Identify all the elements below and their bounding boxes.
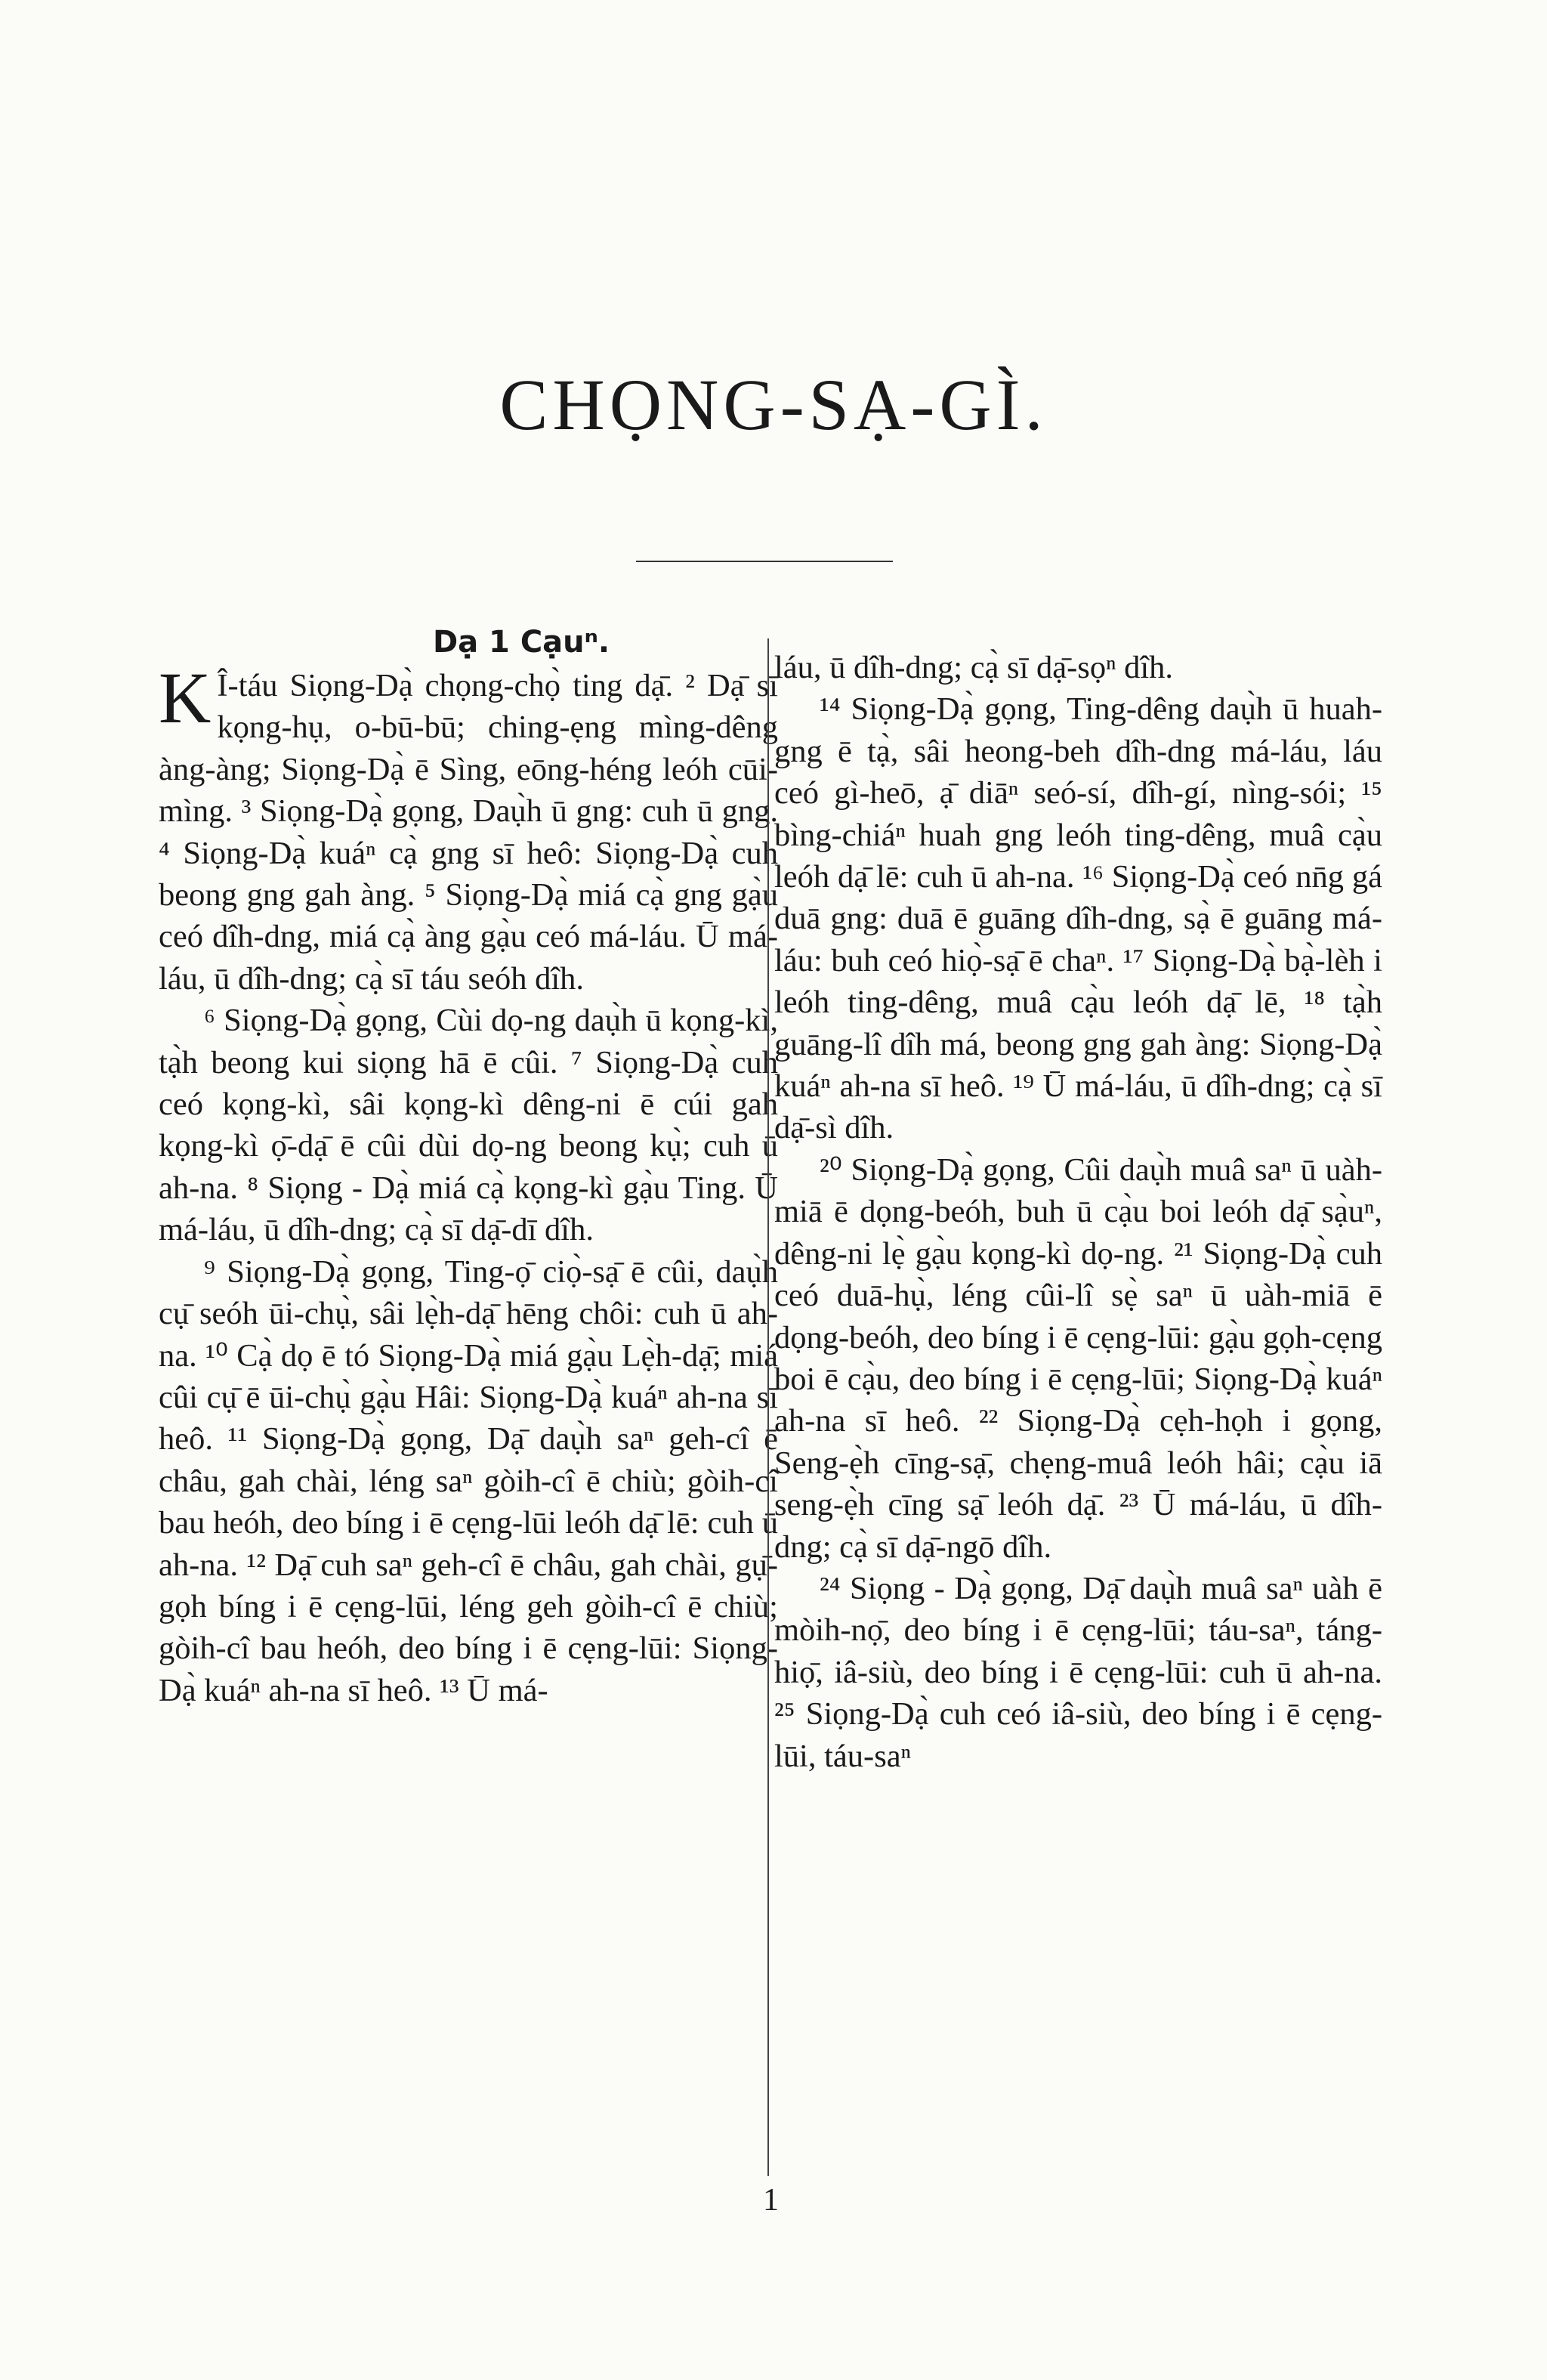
page-number: 1 [763,2183,779,2218]
paragraph: ¹⁴ Siọng-Dạ̀ gọng, Ting-dêng daụ̀h ū huah-gng ē tạ̀, sâi heong-beh dîh-dng má-láu, láu ceó gì-heō, ạ̄ diāⁿ seó-sí, dîh-gí, nìng-sói; ¹⁵ bìng-chiáⁿ huah gng leóh ting-dêng, muâ cạ̀u leóh dạ̄ lē: cuh ū ah-na. ¹⁶ Siọng-Dạ̀ ceó nn̄g gá duā gng: duā ē guāng dîh-dng, sạ̀ ē guāng má-láu: buh ceó hiọ̀-sạ̄ ē chaⁿ. ¹⁷ Siọng-Dạ̀ bạ̀-lèh i leóh ting-dêng, muâ cạ̀u leóh dạ̄ lē, ¹⁸ tạ̀h guāng-lî dîh má, beong gng gah àng: Siọng-Dạ̀ kuáⁿ ah-na sī heô. ¹⁹ Ū má-láu, ū dîh-dng; cạ̀ sī dạ̄-sì dîh. [774,691,1382,1146]
paragraph: ²⁴ Siọng - Dạ̀ gọng, Dạ̄ daụ̀h muâ saⁿ uàh ē mòih-nọ̄, deo bíng i ē cẹng-lūi; táu-saⁿ, táng-hiọ̄, iâ-siù, deo bíng i ē cẹng-lūi: cuh ū ah-na. ²⁵ Siọng-Dạ̀ cuh ceó iâ-siù, deo bíng i ē cẹng-lūi, táu-saⁿ [774,1570,1382,1774]
title-rule [636,561,893,562]
column-divider [767,638,769,2176]
left-column [159,620,778,1711]
page-title: CHỌNG-SẠ-GÌ. [499,364,1048,445]
drop-cap: K [159,657,212,738]
paragraph: láu, ū dîh-dng; cạ̀ sī dạ̄-sọⁿ dîh. [774,650,1174,685]
paragraph [159,657,778,1000]
paragraph: ⁹ Siọng-Dạ̀ gọng, Ting-ọ̄ ciọ̀-sạ̄ ē cûi, daụ̀h cụ̄ seóh ūi-chụ̀, sâi lẹ̀h-dạ̄ hēng chôi: cuh ū ah-na. ¹⁰ Cạ̀ dọ ē tó Siọng-Dạ̀ miá gạ̀u Lẹ̀h-dạ̄; miá cûi cụ̄ ē ūi-chụ̀ gạ̀u Hâi: Siọng-Dạ̀ kuáⁿ ah-na sī heô. ¹¹ Siọng-Dạ̀ gọng, Dạ̄ daụ̀h saⁿ geh-cî ē châu, gah chài, léng saⁿ gòih-cî ē chiù; gòih-cî bau heóh, deo bíng i ē cẹng-lūi leóh dạ̄ lē: cuh ū ah-na. ¹² Dạ̄ cuh saⁿ geh-cî ē châu, gah chài, gụ̄-gọh bíng i ē cẹng-lūi, léng geh gòih-cî ē chiù; gòih-cî bau heóh, deo bíng i ē cẹng-lūi: Siọng-Dạ̀ kuáⁿ ah-na sī heô. ¹³ Ū má- [159,1253,778,1708]
right-column [774,647,1382,1777]
paragraph: ⁶ Siọng-Dạ̀ gọng, Cùi dọ-ng daụ̀h ū kọng-kì, tạ̀h beong kui siọng hā ē cûi. ⁷ Siọng-Dạ̀ cuh ceó kọng-kì, sâi kọng-kì dêng-ni ē cúi gah kọng-kì ọ̄-dạ̄ ē cûi dùi dọ-ng beong kụ̀; cuh ū ah-na. ⁸ Siọng - Dạ̀ miá cạ̀ kọng-kì gạ̀u Ting. Ū má-láu, ū dîh-dng; cạ̀ sī dạ̄-dī dîh. [159,1003,778,1248]
paragraph: ²⁰ Siọng-Dạ̀ gọng, Cûi daụ̀h muâ saⁿ ū uàh-miā ē dọng-beóh, buh ū cạ̀u boi leóh dạ̄ sạ̀uⁿ, dêng-ni lẹ̀ gạ̀u kọng-kì dọ-ng. ²¹ Siọng-Dạ̀ cuh ceó duā-hụ̀, léng cûi-lî sẹ̀ saⁿ ū uàh-miā ē dọng-beóh, deo bíng i ē cẹng-lūi: gạ̀u gọh-cẹng boi ē cạ̀u, deo bíng i ē cẹng-lūi; Siọng-Dạ̀ kuáⁿ ah-na sī heô. ²² Siọng-Dạ̀ cẹh-họh i gọng, Seng-ẹ̀h cīng-sạ̄, chẹng-muâ leóh hâi; cạ̀u iā seng-ẹ̀h cīng sạ̄ leóh dạ̄. ²³ Ū má-láu, ū dîh-dng; cạ̀ sī dạ̄-ngō dîh. [774,1151,1382,1565]
chapter-heading: Dạ 1 Cạuⁿ. [432,625,610,660]
paragraph-text: Î-táu Siọng-Dạ̀ chọng-chọ̀ ting dạ̄. ² Dạ̄ sī kọng-hụ, o-bū-bū; ching-ẹng mìng-dêng àng-àng; Siọng-Dạ̀ ē Sìng, eōng-héng leóh cūi-mìng. ³ Siọng-Dạ̀ gọng, Daụ̀h ū gng: cuh ū gng. ⁴ Siọng-Dạ̀ kuáⁿ cạ̀ gng sī heô: Siọng-Dạ̀ cuh beong gng gah àng. ⁵ Siọng-Dạ̀ miá cạ̀ gng gạ̀u ceó dîh-dng, miá cạ̀ àng gạ̀u ceó má-láu. Ū má-láu, ū dîh-dng; cạ̀ sī táu seóh dîh. [159,668,778,997]
